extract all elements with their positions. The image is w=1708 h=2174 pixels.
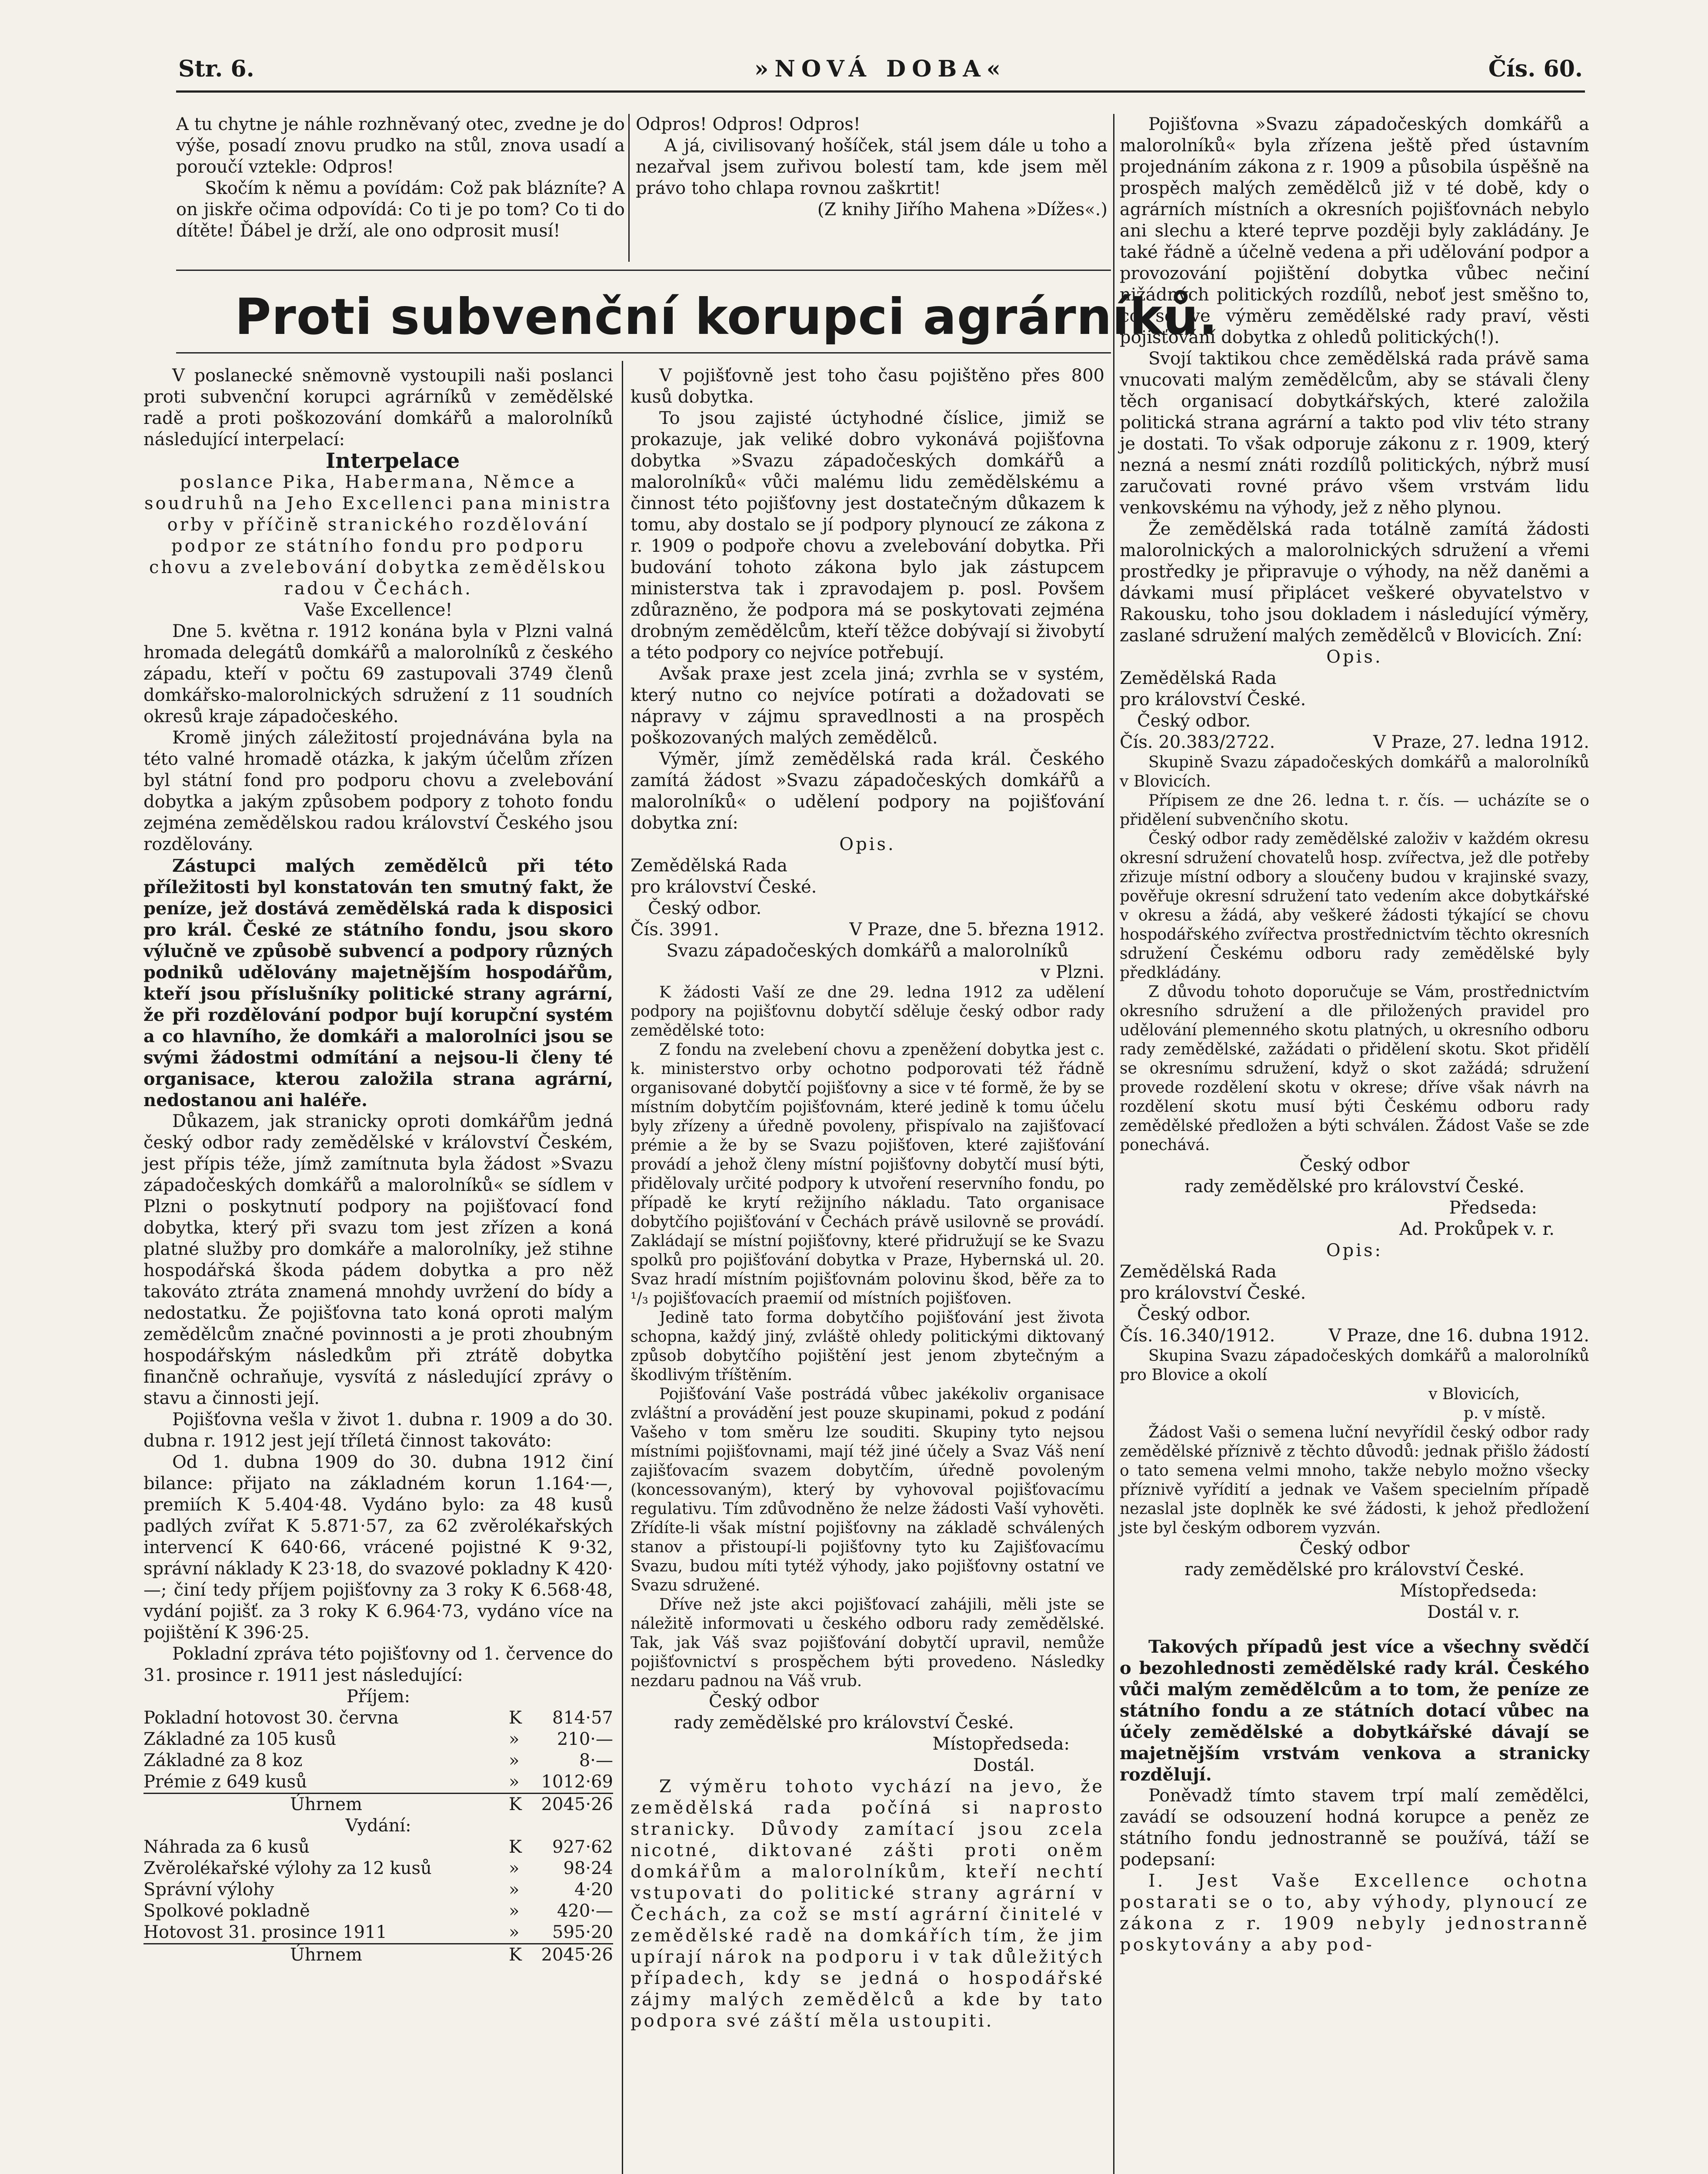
signature: Předseda: xyxy=(1449,1198,1537,1218)
paragraph: Z výměru tohoto vychází na jevo, že zemědělská rada počíná si naprosto stranicky. Důvody zamítací jsou zcela nicotné, diktované zášti proti oněm domkářům a malorolníkům, kteří nechtí vstupovati do politické strany agrární v Čechách, za což se mstí agrární činitelé v zemědělské radě na domkářích tím, že jim upírají nárok na podporu i v tak důležitých případech, kdy se jedná o hospodářské zájmy malých zemědělců a kde by tato podpora své záští měla ustoupiti. xyxy=(630,1777,1104,2031)
article-title: Proti subvenční korupci agrárníků. xyxy=(235,288,1218,346)
paragraph: To jsou zajisté úctyhodné číslice, jimiž se prokazuje, jak veliké dobro vykonává pojišťovna dobytka »Svazu západočeských domkářů a malorolníků« vůči malému lidu zemědělskému a činnost této pojišťovny jest dostatečným důkazem k tomu, aby dostalo se jí podpory plynoucí ze zákona z r. 1909 o podpoře chovu a zvelebování dobytka. Při budování tohoto zákona bylo jak zástupcem ministerstva tak i zpravodajem p. posl. Povšem zdůrazněno, že podpora má se poskytovati zejména drobným zemědělcům, kteří těžce dobývají si živobytí a této podpory co nejvíce potřebují. xyxy=(630,408,1104,663)
paragraph: Jedině tato forma dobytčího pojišťování jest života schopna, každý jiný, zvláště ohledy politickými diktovaný způsob dobytčího pojištění jest jenom zbytečným a škodlivým tříštěním. xyxy=(630,1309,1104,1384)
issue-number: Čís. 60. xyxy=(1488,56,1583,82)
table-total-row: Úhrnem K 2045·26 xyxy=(143,1944,613,1966)
left-column xyxy=(143,365,613,1966)
expense-title: Vydání: xyxy=(345,1816,411,1836)
addressee-place: v Plzni. xyxy=(1040,962,1104,982)
paragraph: Z fondu na zvelebení chovu a zpeněžení dobytka jest c. k. ministerstvo orby ochotno podporovati též řádně organisované dobytčí pojišťovny a sice v té formě, že by se místním dobytčím pojišťovnám, které jedině k tomu účelu byly zřízeny a úředně povoleny, přispívalo na zajišťovací prémie a že by se Svazu pojišťoven, které zajišťování provádí a jehož členy místní pojišťovny dobytčí musí býti, přidělovaly určité podpory k utvoření reservního fondu, po případě ke krytí režijního nákladu. Tato organisace dobytčího pojišťování v Čechách právě usilovně se provádí. Zakládají se místní pojišťovny, které přidružují se ke Svazu spolků pro pojišťování dobytka v Praze, Hybernská ul. 20. Svaz hradí místním pojišťovnám polovinu škod, běře za to ¹/₃ pojišťovacích praemií od místních pojišťoven. xyxy=(630,1041,1104,1307)
table-row: Základné za 105 kusů » 210·— xyxy=(143,1729,613,1749)
right-column xyxy=(1120,114,1589,1956)
paragraph: Avšak praxe jest zcela jiná; zvrhla se v systém, který nutno co nejvíce potírati a dožadovati se nápravy v zájmu spravedlnosti a na prospěch poškozovaných malých zemědělců. xyxy=(630,664,1104,748)
copy-label: Opis. xyxy=(1326,647,1383,667)
org-name: Český odbor. xyxy=(1137,711,1251,731)
title-rule-bottom xyxy=(176,352,1111,353)
intro: V poslanecké sněmovně vystoupili naši poslanci proti subvenční korupci agrárníků v zemědělské radě a proti poškozování domkářů a malorolníků následující interpelací: xyxy=(143,366,613,450)
address: Vaše Excellence! xyxy=(304,600,453,620)
paragraph: Pokladní zpráva této pojišťovny od 1. července do 31. prosince r. 1911 jest následující: xyxy=(143,1644,613,1685)
addressee-place: v Blovicích, xyxy=(1428,1385,1520,1403)
paragraph: Český odbor rady zemědělské založiv v každém okresu okresní sdružení chovatelů hosp. zvířectva, jež dle potřeby zřizuje místní odbory a sloučeny budou v krajinské svazy, pověřuje okresní sdružení tato vedením akce dobytkářské v okresu a žádá, aby veškeré žádosti týkající se chovu hospodářského zvířectva prostřednictvím těchto okresních sdružení Českému odboru rady zemědělské byly předkládány. xyxy=(1120,830,1589,982)
paragraph: Zástupci malých zemědělců při této příležitosti byl konstatován ten smutný fakt, že peníze, jež dostává zemědělská rada k disposici pro král. České ze státního fondu, jsou skoro výlučně ve způsobě subvencí a podpory různých podniků udělovány majetnějším hospodářům, kteří jsou příslušníky politické strany agrární, že při rozdělování podpor bují korupční systém a co hlavního, že domkáři a malorolníci jsou se svými žádostmi odmítání a nejsou-li členy té organisace, kterou založila strana agrární, nedostanou ani haléře. xyxy=(143,856,613,1110)
paragraph: Dne 5. května r. 1912 konána byla v Plzni valná hromada delegátů domkářů a malorolníků z českého západu, kteří v počtu 69 zastupovali 3749 členů domkářsko-malorolnických sdružení z 11 soudních okresů kraje západočeského. xyxy=(143,621,613,727)
org-name: Český odbor. xyxy=(648,898,762,918)
org-name: pro království České. xyxy=(630,877,817,897)
page-number: Str. 6. xyxy=(178,56,254,82)
paragraph: A tu chytne je náhle rozhněvaný otec, zvedne je do výše, posadí znovu prudko na stůl, znova usadí a poroučí vztekle: Odpros! xyxy=(176,114,625,177)
page-header xyxy=(178,56,1583,90)
paragraph: Žádost Vaši o semena luční nevyřídil český odbor rady zemědělské příznivě z těchto důvodů: jednak přišlo žádostí o tato semena velmi mnoho, takže nebylo možno všecky příznivě vyřídití a jednak ve Vašem specielním případě nezaslal jste doplněk ke své žádosti, k jehož předložení jste byl českým odborem vyzván. xyxy=(1120,1424,1589,1537)
paragraph: Odpros! Odpros! Odpros! xyxy=(636,114,861,134)
table-row: Prémie z 649 kusů » 1012·69 xyxy=(143,1772,613,1792)
paragraph: I. Jest Vaše Excellence ochotna postarati se o to, aby výhody, plynoucí ze zákona z r. 1909 nebyly jednostranně poskytovány a aby pod- xyxy=(1120,1871,1589,1955)
signature: Český odbor xyxy=(1299,1155,1410,1175)
paragraph: Přípisem ze dne 26. ledna t. r. čís. — ucházíte se o přidělení subvenčního skotu. xyxy=(1120,792,1589,829)
addressee: Skupina Svazu západočeských domkářů a malorolníků pro Blovice a okolí xyxy=(1120,1347,1589,1384)
addressee: Skupině Svazu západočeských domkářů a malorolníků v Blovicích. xyxy=(1120,754,1589,790)
org-name: Český odbor. xyxy=(1137,1304,1251,1324)
paragraph: Pojišťovna »Svazu západočeských domkářů a malorolníků« byla zřízena ještě před ústavním projednáním zákona z r. 1909 a působila úspěšně na prospěch malých zemědělců již v té době, kdy o agrárních místních a okresních pojišťovnách nebylo ani slechu a které teprve později byly zakládány. Je také řádně a účelně vedena a při udělování podpor a provozování pojištění dobytka vůbec nečiní nižádných politických rozdílů, neboť jest směšno to, co se ve výměru zemědělské rady praví, věsti pojišťování dobytka z ohledů politických(!). xyxy=(1120,114,1589,347)
org-name: pro království České. xyxy=(1120,1283,1306,1303)
reference-line: Čís. 20.383/2722. V Praze, 27. ledna 1912. xyxy=(1120,732,1589,752)
signature: Dostál v. r. xyxy=(1427,1602,1520,1622)
addressee-place: p. v místě. xyxy=(1463,1404,1546,1422)
top-middle-text xyxy=(636,114,1108,220)
decree-body xyxy=(1120,1347,1589,1538)
org-name: Zemědělská Rada xyxy=(630,856,787,876)
paragraph: Skočím k němu a povídám: Což pak blázníte? A on jiskře očima odpovídá: Co ti je po tom? Co ti do dítěte! Ďábel je drží, ale ono odprosit musí! xyxy=(176,178,625,241)
column-divider xyxy=(622,361,623,2174)
paragraph: Pojišťovna vešla v život 1. dubna r. 1909 a do 30. dubna r. 1912 jest její tříletá činnost takováto: xyxy=(143,1410,613,1451)
header-rule xyxy=(176,90,1585,93)
org-name: Zemědělská Rada xyxy=(1120,1262,1277,1282)
table-row: Základné za 8 koz » 8·— xyxy=(143,1751,613,1771)
org-name: pro království České. xyxy=(1120,690,1306,710)
table-row: Pokladní hotovost 30. června K 814·57 xyxy=(143,1708,613,1728)
paragraph: Výměr, jímž zemědělská rada král. Českého zamítá žádost »Svazu západočeských domkářů a malorolníků« o udělení podpory na pojišťování dobytka zní: xyxy=(630,749,1104,833)
table-row: Zvěrolékařské výlohy za 12 kusů » 98·24 xyxy=(143,1858,613,1878)
paragraph: A já, civilisovaný hošíček, stál jsem dále u toho a nezařval jsem zuřivou bolestí tam, kde jsem měl právo toho chlapa rovnou zaškrtit! xyxy=(636,136,1108,198)
signature: Český odbor xyxy=(709,1691,819,1711)
middle-column xyxy=(630,365,1104,2032)
reference-line: Čís. 16.340/1912. V Praze, dne 16. dubna 1912. xyxy=(1120,1326,1589,1346)
paragraph: Důkazem, jak stranicky oproti domkářům jedná český odbor rady zemědělské v království Českém, jest přípis téže, jímž zamítnuta byla žádost »Svazu západočeských domkářů a malorolníků« se sídlem v Plzni o poskytnutí podpory na pojišťovací fond dobytka, který při svazu tom jest zřízen a koná platné služby pro domkáře a malorolníky, jež stihne hospodářská škoda pádem dobytka a pro něž takováto ztráta znamená mnohdy uvržení do bídy a nedostatku. Že pojišťovna tato koná oproti malým zemědělcům značné povinnosti a je proti zhoubným hospodářským následkům při ztrátě dobytka finančně ochraňuje, vysvítá z následující zprávy o stavu a činnosti její. xyxy=(143,1111,613,1408)
expense-table xyxy=(143,1837,613,1966)
paragraph: Pojišťování Vaše postrádá vůbec jakékoliv organisace zvláštní a provádění jest pouze skupinami, pokud z podání Vašeho v tom směru lze souditi. Skupiny tyto nejsou místními pojišťovnami, mají též jiné účely a Svaz Váš není zajišťovacím svazem dobytčím, úředně povoleným (koncessovaným), který by vyhovoval pojišťovacímu regulativu. Tím zdůvodněno že nelze žádosti Vaší vyhověti. Zřídíte-li však místní pojišťovny na základě schválených stanov a přistoupí-li pojišťovny tyto ku Zajišťovacímu Svazu, budou míti tytéž výhody, jako pojišťovny ostatní ve Svazu sdružené. xyxy=(630,1385,1104,1594)
table-row: Správní výlohy » 4·20 xyxy=(143,1880,613,1900)
decree-body xyxy=(1120,753,1589,1155)
paragraph: V pojišťovně jest toho času pojištěno přes 800 kusů dobytka. xyxy=(630,366,1104,407)
interpellation-title: Interpelace xyxy=(325,449,460,473)
table-row: Hotovost 31. prosince 1911 » 595·20 xyxy=(143,1922,613,1942)
paragraph: Z důvodu tohoto doporučuje se Vám, prostřednictvím okresního sdružení a dle přiložených pravidel pro udělování plemenného skotu platných, u okresního odboru rady zemědělské, zažádati o přidělení skotu. Skot přidělí se okresnímu sdružení, když o skot zažádá; sdružení provede rozdělení skotu v okrese; dříve však návrh na rozdělení skotu musí býti Českému odboru rady zemědělské předložen a býti schválen. Žádost Vaše se zde ponechává. xyxy=(1120,983,1589,1154)
signature: Český odbor xyxy=(1299,1538,1410,1558)
table-row: Náhrada za 6 kusů K 927·62 xyxy=(143,1837,613,1857)
decree-body xyxy=(630,983,1104,1691)
interpellation-subtitle: poslance Pika, Habermana, Němce a soudruhů na Jeho Excellenci pana ministra orby v příčině stranického rozdělování podpor ze státního fondu pro podporu chovu a zvelebování dobytka zemědělskou radou v Čechách. xyxy=(144,472,613,599)
table-total-row: Úhrnem K 2045·26 xyxy=(143,1794,613,1816)
copy-label: Opis. xyxy=(839,834,896,854)
paragraph: Takových případů jest více a všechny svědčí o bezohlednosti zemědělské rady král. Českého vůči malým zemědělcům a to tom, že peníze ze státního fondu a ze státních dotací vůbec na účely zemědělské a dobytkářské dávají se majetnějším vrstvám venkova a stranicky rozdělují. xyxy=(1120,1637,1589,1785)
signature: Místopředseda: xyxy=(1400,1581,1537,1601)
paragraph: Kromě jiných záležitostí projednávána byla na této valné hromadě otázka, k jakým účelům zřízen byl státní fond pro podporu chovu a zvelebování dobytka a jakým způsobem podpory z tohoto fondu zejména zemědělskou radou království Českého jsou rozdělovány. xyxy=(143,728,613,854)
org-name: Zemědělská Rada xyxy=(1120,668,1277,688)
signature: rady zemědělské pro království České. xyxy=(1184,1560,1525,1580)
copy-label: Opis: xyxy=(1326,1240,1383,1260)
column-divider xyxy=(1113,114,1114,2174)
table-row: Spolkové pokladně » 420·— xyxy=(143,1901,613,1921)
top-left-text xyxy=(176,114,625,242)
signature: rady zemědělské pro království České. xyxy=(1184,1177,1525,1197)
signature: Místopředseda: xyxy=(932,1734,1070,1754)
paragraph: Poněvadž tímto stavem trpí malí zemědělci, zavádí se odsouzení hodná korupce a peněz ze státního fondu jednostranně se používá, táží se podepsaní: xyxy=(1120,1786,1589,1870)
paragraph: Že zemědělská rada totálně zamítá žádosti malorolnických a malorolnických sdružení a vřemi prostředky je připravuje o výhody, na něž daněmi a dávkami musí připlácet veškeré obyvatelstvo v Rakousku, toho jsou dokladem i následující výměry, zaslané sdružení malých zemědělců v Blovicích. Zní: xyxy=(1120,519,1589,646)
column-divider xyxy=(628,114,630,262)
signature: rady zemědělské pro království České. xyxy=(674,1713,1014,1733)
paragraph: Dříve než jste akci pojišťovací zahájili, měli jste se náležitě informovati u českého odboru rady zemědělské. Tak, jak Váš svaz pojišťování dobytčí upravil, nemůže pojišťovnictví s prospěchem býti provedeno. Následky nezdaru padnou na Váš vrub. xyxy=(630,1596,1104,1690)
reference-line: Čís. 3991. V Praze, dne 5. března 1912. xyxy=(630,920,1104,940)
income-title: Příjem: xyxy=(346,1687,410,1707)
paragraph: K žádosti Vaší ze dne 29. ledna 1912 za udělení podpory na pojišťovnu dobytčí sděluje český odbor rady zemědělské toto: xyxy=(630,984,1104,1040)
signature: Dostál. xyxy=(973,1755,1035,1775)
source-note: (Z knihy Jiřího Mahena »Dížes«.) xyxy=(817,200,1108,220)
income-table xyxy=(143,1707,613,1815)
addressee: Svazu západočeských domkářů a malorolníků xyxy=(666,941,1069,961)
paragraph: Svojí taktikou chce zemědělská rada právě sama vnucovati malým zemědělcům, aby se stávali členy těch organisací dobytkářských, které založila politická strana agrární a takto pod vliv této strany je dostati. To však odporuje zákonu z r. 1909, který nezná a nesmí znáti rozdílů politických, nýbrž musí zaručovati rovné právo všem vrstvám lidu venkovskému na výhody, jež z něho plynou. xyxy=(1120,349,1589,518)
title-rule xyxy=(176,270,1111,271)
paragraph: Od 1. dubna 1909 do 30. dubna 1912 činí bilance: přijato na základném korun 1.164·—, premiích K 5.404·48. Vydáno bylo: za 48 kusů padlých zvířat K 5.871·57, za 62 zvěrolékařských intervencí K 640·66, vrácené pojistné K 9·32, správní náklady K 23·18, do svazové pokladny K 420·—; činí tedy příjem pojišťovny za 3 roky K 6.568·48, vydání pojišť. za 3 roky K 6.964·73, vydáno více na pojištění K 396·25. xyxy=(143,1452,613,1643)
newspaper-title: »NOVÁ DOBA« xyxy=(754,56,1007,82)
signature: Ad. Prokůpek v. r. xyxy=(1399,1219,1555,1239)
